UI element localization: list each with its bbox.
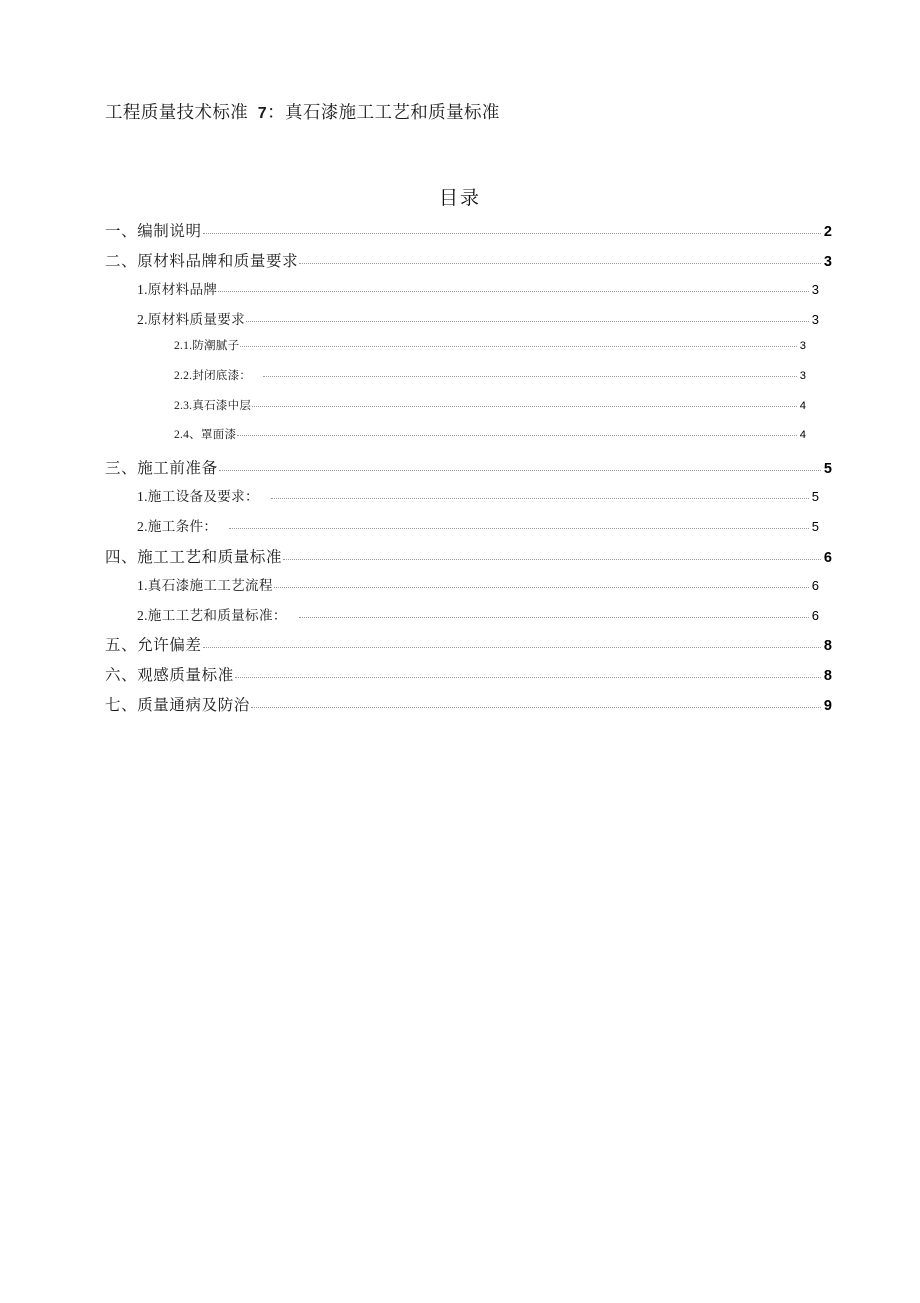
toc-dot-leader <box>219 469 821 471</box>
toc-dot-leader <box>274 586 809 588</box>
toc-entry-page-number: 3 <box>823 253 832 270</box>
toc-entry-label: 七、质量通病及防治 <box>105 696 250 714</box>
toc-entry-page-number: 9 <box>823 697 832 714</box>
toc-entry-page-number: 3 <box>799 369 806 382</box>
toc-entry-label: 2.2.封闭底漆： <box>174 368 252 382</box>
toc-dot-leader <box>263 375 797 377</box>
toc-entry-label: 2.施工条件： <box>137 518 218 534</box>
document-title-prefix: 工程质量技术标准 <box>105 102 249 122</box>
toc-entry-label: 2.施工工艺和质量标准： <box>137 607 287 623</box>
document-title-suffix: ：真石漆施工工艺和质量标准 <box>267 102 500 122</box>
table-of-contents <box>0 219 920 722</box>
toc-entry-page-number: 5 <box>811 489 819 505</box>
toc-dot-leader <box>237 434 797 436</box>
toc-entry-label: 1.原材料品牌 <box>137 282 218 298</box>
toc-entry-page-number: 3 <box>811 311 819 327</box>
toc-entry[interactable] <box>0 219 920 249</box>
toc-entry[interactable] <box>0 545 920 575</box>
toc-dot-leader <box>218 290 809 292</box>
toc-entry[interactable] <box>0 337 920 367</box>
toc-entry-label: 四、施工工艺和质量标准 <box>105 548 283 566</box>
toc-entry[interactable] <box>0 515 920 545</box>
toc-dot-leader <box>203 646 821 648</box>
toc-entry[interactable] <box>0 604 920 634</box>
toc-entry-page-number: 6 <box>811 607 819 623</box>
document-title <box>105 99 500 124</box>
toc-entry-label: 五、允许偏差 <box>105 637 202 655</box>
toc-entry[interactable] <box>0 367 920 397</box>
toc-dot-leader <box>283 558 821 560</box>
toc-dot-leader <box>252 405 797 407</box>
toc-entry-label: 二、原材料品牌和质量要求 <box>105 252 299 270</box>
document-title-number: 7 <box>257 105 268 122</box>
toc-entry-page-number: 4 <box>799 399 806 412</box>
toc-entry-label: 一、编制说明 <box>105 223 202 240</box>
toc-entry-page-number: 5 <box>811 518 819 534</box>
toc-dot-leader <box>203 232 821 234</box>
toc-entry-page-number: 8 <box>823 667 832 684</box>
toc-dot-leader <box>240 345 797 347</box>
toc-dot-leader <box>235 676 821 678</box>
toc-entry-label: 1.施工设备及要求： <box>137 489 259 505</box>
toc-dot-leader <box>271 497 809 499</box>
toc-entry-label: 2.3.真石漆中层 <box>174 398 252 412</box>
toc-entry[interactable] <box>0 397 920 427</box>
toc-entry-page-number: 3 <box>811 282 819 298</box>
toc-entry[interactable] <box>0 663 920 693</box>
toc-entry-page-number: 2 <box>823 224 832 240</box>
toc-entry-page-number: 6 <box>823 549 832 566</box>
toc-entry[interactable] <box>0 633 920 663</box>
toc-dot-leader <box>299 616 809 618</box>
toc-entry-label: 六、观感质量标准 <box>105 666 234 684</box>
toc-entry-page-number: 3 <box>799 340 806 353</box>
toc-dot-leader <box>229 527 809 529</box>
toc-entry[interactable] <box>0 278 920 308</box>
toc-entry-label: 1.真石漆施工工艺流程 <box>137 578 273 594</box>
toc-entry[interactable] <box>0 456 920 486</box>
toc-dot-leader <box>251 706 821 708</box>
toc-entry-page-number: 6 <box>811 578 819 594</box>
toc-entry[interactable] <box>0 249 920 279</box>
toc-entry-label: 2.4、罩面漆 <box>174 428 237 442</box>
toc-heading: 目录 <box>438 188 481 209</box>
toc-entry-label: 三、施工前准备 <box>105 459 218 477</box>
toc-entry-page-number: 4 <box>799 429 806 442</box>
toc-entry[interactable] <box>0 485 920 515</box>
toc-entry-page-number: 5 <box>823 460 832 477</box>
toc-entry[interactable] <box>0 308 920 338</box>
toc-entry-label: 2.1.防潮腻子 <box>174 339 240 353</box>
toc-entry[interactable] <box>0 693 920 723</box>
toc-entry[interactable] <box>0 574 920 604</box>
toc-dot-leader <box>246 320 809 322</box>
toc-entry[interactable] <box>0 426 920 456</box>
toc-dot-leader <box>299 262 821 264</box>
toc-entry-label: 2.原材料质量要求 <box>137 311 246 327</box>
toc-entry-page-number: 8 <box>823 638 832 655</box>
